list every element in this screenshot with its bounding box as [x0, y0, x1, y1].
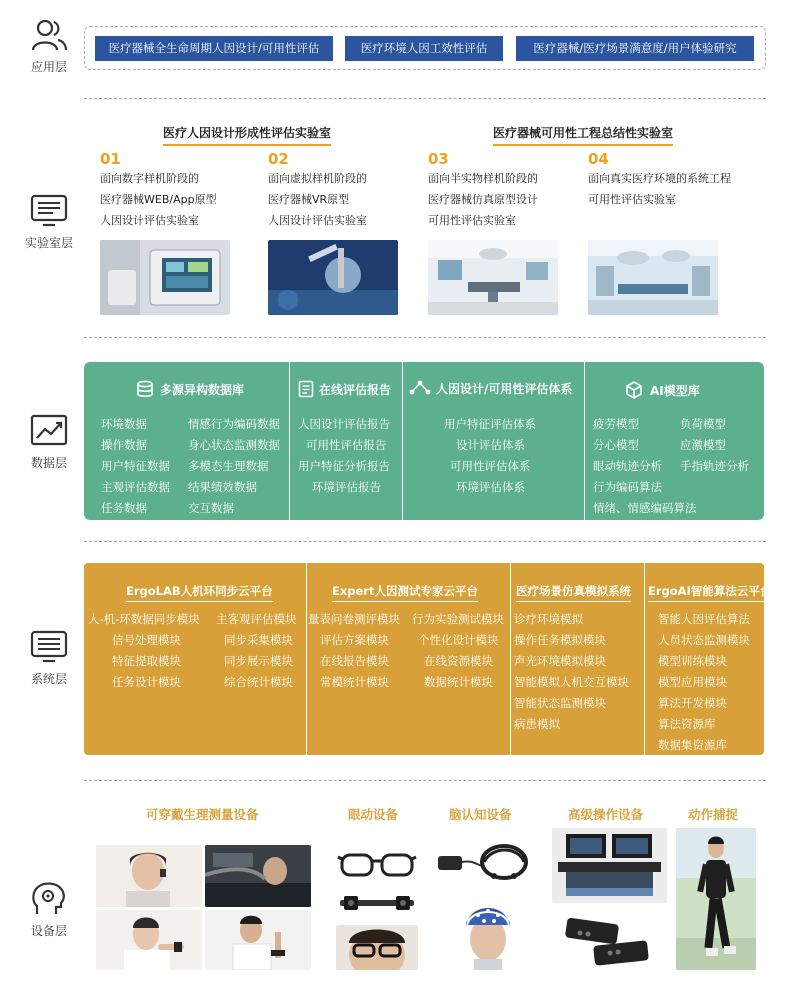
- data-item: 任务数据: [101, 501, 147, 515]
- data-item: 情绪、情感编码算法: [593, 501, 697, 515]
- system-item: 同步展示模块: [224, 654, 293, 668]
- data-item: 负荷模型: [680, 417, 726, 431]
- device-photo-wearable-3: [96, 910, 202, 970]
- app-button-environment[interactable]: 医疗环境人因工效性评估: [345, 36, 503, 61]
- layer-device: [18, 880, 80, 939]
- lab-desc-line: 人因设计评估实验室: [268, 214, 367, 227]
- system-item: 数据集资源库: [658, 738, 727, 752]
- data-item: 行为编码算法: [593, 480, 662, 494]
- device-photo-eye-wearer: [336, 925, 418, 970]
- column-divider: [510, 563, 511, 755]
- lab-desc-line: 医疗器械仿真原型设计: [428, 193, 538, 206]
- lab-number: 04: [588, 150, 609, 168]
- system-col-title: 医疗场景仿真模拟系统: [516, 583, 631, 602]
- report-icon: [298, 380, 314, 398]
- system-item: 病患模拟: [514, 717, 560, 731]
- system-layer-box: [84, 563, 772, 755]
- layer-app: [18, 18, 80, 75]
- column-divider: [402, 362, 403, 520]
- data-item: 用户特征数据: [101, 459, 170, 473]
- layer-data: [18, 414, 80, 471]
- device-photo-console: [552, 828, 667, 903]
- lab-desc-line: 可用性评估实验室: [588, 193, 676, 206]
- system-col-title: ErgoAI智能算法云平台: [648, 583, 771, 602]
- system-item: 同步采集模块: [224, 633, 293, 647]
- app-layer-box: [84, 26, 766, 70]
- monitor-list-icon: [29, 194, 69, 230]
- column-divider: [644, 563, 645, 755]
- lab-desc-line: 面向数字样机阶段的: [100, 172, 199, 185]
- data-layer-box: [84, 362, 764, 520]
- system-item: 特征提取模块: [112, 654, 181, 668]
- system-item: 评估方案模块: [320, 633, 389, 647]
- data-item: 可用性评估报告: [306, 438, 387, 452]
- system-item: 智能状态监测模块: [514, 696, 606, 710]
- system-item: 任务设计模块: [112, 675, 181, 689]
- system-item: 个性化设计模块: [418, 633, 499, 647]
- layer-label-device: 设备层: [30, 924, 67, 938]
- app-button-lifecycle[interactable]: 医疗器械全生命周期人因设计/可用性评估: [95, 36, 333, 61]
- data-col-title: AI模型库: [650, 384, 700, 398]
- system-item: 诊疗环境模拟: [514, 612, 583, 626]
- database-icon: [136, 380, 154, 398]
- system-item: 在线报告模块: [320, 654, 389, 668]
- data-item: 情感行为编码数据: [188, 417, 280, 431]
- lab-desc-line: 面向半实物样机阶段的: [428, 172, 538, 185]
- system-col-title: Expert人因测试专家云平台: [332, 583, 478, 602]
- data-col-title: 在线评估报告: [319, 383, 392, 397]
- layer-label-data: 数据层: [30, 456, 67, 470]
- system-item: 模型训练模块: [658, 654, 727, 668]
- data-item: 身心状态监测数据: [188, 438, 280, 452]
- lab-desc-line: 面向虚拟样机阶段的: [268, 172, 367, 185]
- system-item: 信号处理模块: [112, 633, 181, 647]
- system-item: 在线资源模块: [424, 654, 493, 668]
- device-photo-wearable-2: [205, 845, 311, 907]
- data-col-report-header: [298, 380, 391, 398]
- data-item: 人因设计评估报告: [298, 417, 390, 431]
- layer-label-lab: 实验室层: [24, 236, 73, 250]
- system-item: 综合统计模块: [224, 675, 293, 689]
- device-category-wearable: 可穿戴生理测量设备: [146, 807, 259, 822]
- system-item: 智能人因评估算法: [658, 612, 750, 626]
- lab-desc-line: 医疗器械VR原型: [268, 193, 350, 206]
- lab-desc-line: 可用性评估实验室: [428, 214, 516, 227]
- device-photo-eye-bar: [336, 890, 418, 920]
- layer-system: [18, 630, 80, 687]
- data-item: 设计评估体系: [456, 438, 525, 452]
- data-item: 疲劳模型: [593, 417, 639, 431]
- system-item: 量表问卷测评模块: [308, 612, 400, 626]
- system-item: 人员状态监测模块: [658, 633, 750, 647]
- device-photo-eye-glasses: [336, 845, 418, 885]
- system-item: 算法开发模块: [658, 696, 727, 710]
- lab-number: 02: [268, 150, 289, 168]
- column-divider: [289, 362, 290, 520]
- system-col-title: ErgoLAB人机环同步云平台: [126, 583, 273, 602]
- lab-photo-vr: [268, 240, 398, 315]
- layer-lab: [18, 194, 80, 251]
- lab-item-02: [268, 150, 428, 231]
- system-item: 常模统计模块: [320, 675, 389, 689]
- device-photo-eeg-cap: [448, 895, 528, 970]
- separator: [84, 541, 766, 542]
- layer-label-app: 应用层: [30, 60, 67, 74]
- system-item: 声光环境模拟模块: [514, 654, 606, 668]
- data-item: 应激模型: [680, 438, 726, 452]
- data-col-title: 多源异构数据库: [160, 383, 245, 397]
- lab-item-03: [428, 150, 588, 231]
- data-col-system-header: [409, 380, 572, 397]
- lab-desc-line: 人因设计评估实验室: [100, 214, 199, 227]
- data-item: 用户特征评估体系: [444, 417, 536, 431]
- data-col-ai-header: [624, 380, 700, 400]
- data-item: 环境数据: [101, 417, 147, 431]
- separator: [84, 337, 766, 338]
- data-item: 用户特征分析报告: [298, 459, 390, 473]
- system-item: 主客观评估模块: [216, 612, 297, 626]
- lab-photo-real-environment: [588, 240, 718, 315]
- users-icon: [30, 18, 68, 54]
- app-button-satisfaction[interactable]: 医疗器械/医疗场景满意度/用户体验研究: [516, 36, 754, 61]
- lab-item-04: [588, 150, 748, 210]
- data-item: 环境评估体系: [456, 480, 525, 494]
- lab-photo-device-screen: [100, 240, 230, 315]
- device-photo-wearable-4: [205, 910, 311, 970]
- data-item: 操作数据: [101, 438, 147, 452]
- data-col-database-header: [136, 380, 244, 398]
- system-item: 数据统计模块: [424, 675, 493, 689]
- lab-desc-line: 医疗器械WEB/App原型: [100, 193, 217, 206]
- device-category-operation: 高级操作设备: [568, 807, 644, 822]
- system-item: 行为实验测试模块: [412, 612, 504, 626]
- network-icon: [409, 380, 431, 396]
- data-item: 多模态生理数据: [188, 459, 269, 473]
- data-item: 分心模型: [593, 438, 639, 452]
- device-category-eyetracking: 眼动设备: [348, 807, 399, 822]
- lab-group-formative: 医疗人因设计形成性评估实验室: [163, 124, 331, 146]
- column-divider: [306, 563, 307, 755]
- data-item: 可用性评估体系: [450, 459, 531, 473]
- device-photo-motion-capture: [676, 828, 756, 970]
- data-item: 环境评估报告: [312, 480, 381, 494]
- data-item: 主观评估数据: [101, 480, 170, 494]
- cube-icon: [624, 380, 644, 400]
- separator: [84, 780, 766, 781]
- data-item: 手指轨迹分析: [680, 459, 749, 473]
- separator: [84, 98, 766, 99]
- lab-number: 03: [428, 150, 449, 168]
- layer-label-system: 系统层: [30, 672, 67, 686]
- lab-item-01: [100, 150, 260, 231]
- device-photo-controllers: [560, 915, 660, 970]
- device-category-motion: 动作捕捉: [688, 807, 739, 822]
- column-divider: [584, 362, 585, 520]
- head-gear-icon: [29, 880, 69, 918]
- device-category-brain: 脑认知设备: [449, 807, 512, 822]
- system-item: 模型应用模块: [658, 675, 727, 689]
- device-photo-wearable-1: [96, 845, 202, 907]
- lab-number: 01: [100, 150, 121, 168]
- system-item: 智能模拟人机交互模块: [514, 675, 629, 689]
- lab-photo-simulation-room: [428, 240, 558, 315]
- data-item: 眼动轨迹分析: [593, 459, 662, 473]
- data-item: 交互数据: [188, 501, 234, 515]
- system-item: 操作任务模拟模块: [514, 633, 606, 647]
- system-monitor-icon: [29, 630, 69, 666]
- system-item: 算法资源库: [658, 717, 716, 731]
- data-col-title: 人因设计/可用性评估体系: [436, 382, 573, 396]
- lab-group-summative: 医疗器械可用性工程总结性实验室: [493, 124, 673, 146]
- chart-trend-icon: [29, 414, 69, 450]
- lab-desc-line: 面向真实医疗环境的系统工程: [588, 172, 731, 185]
- data-item: 结果绩效数据: [188, 480, 257, 494]
- system-item: 人-机-环数据同步模块: [88, 612, 200, 626]
- device-photo-eeg-headset: [432, 840, 532, 890]
